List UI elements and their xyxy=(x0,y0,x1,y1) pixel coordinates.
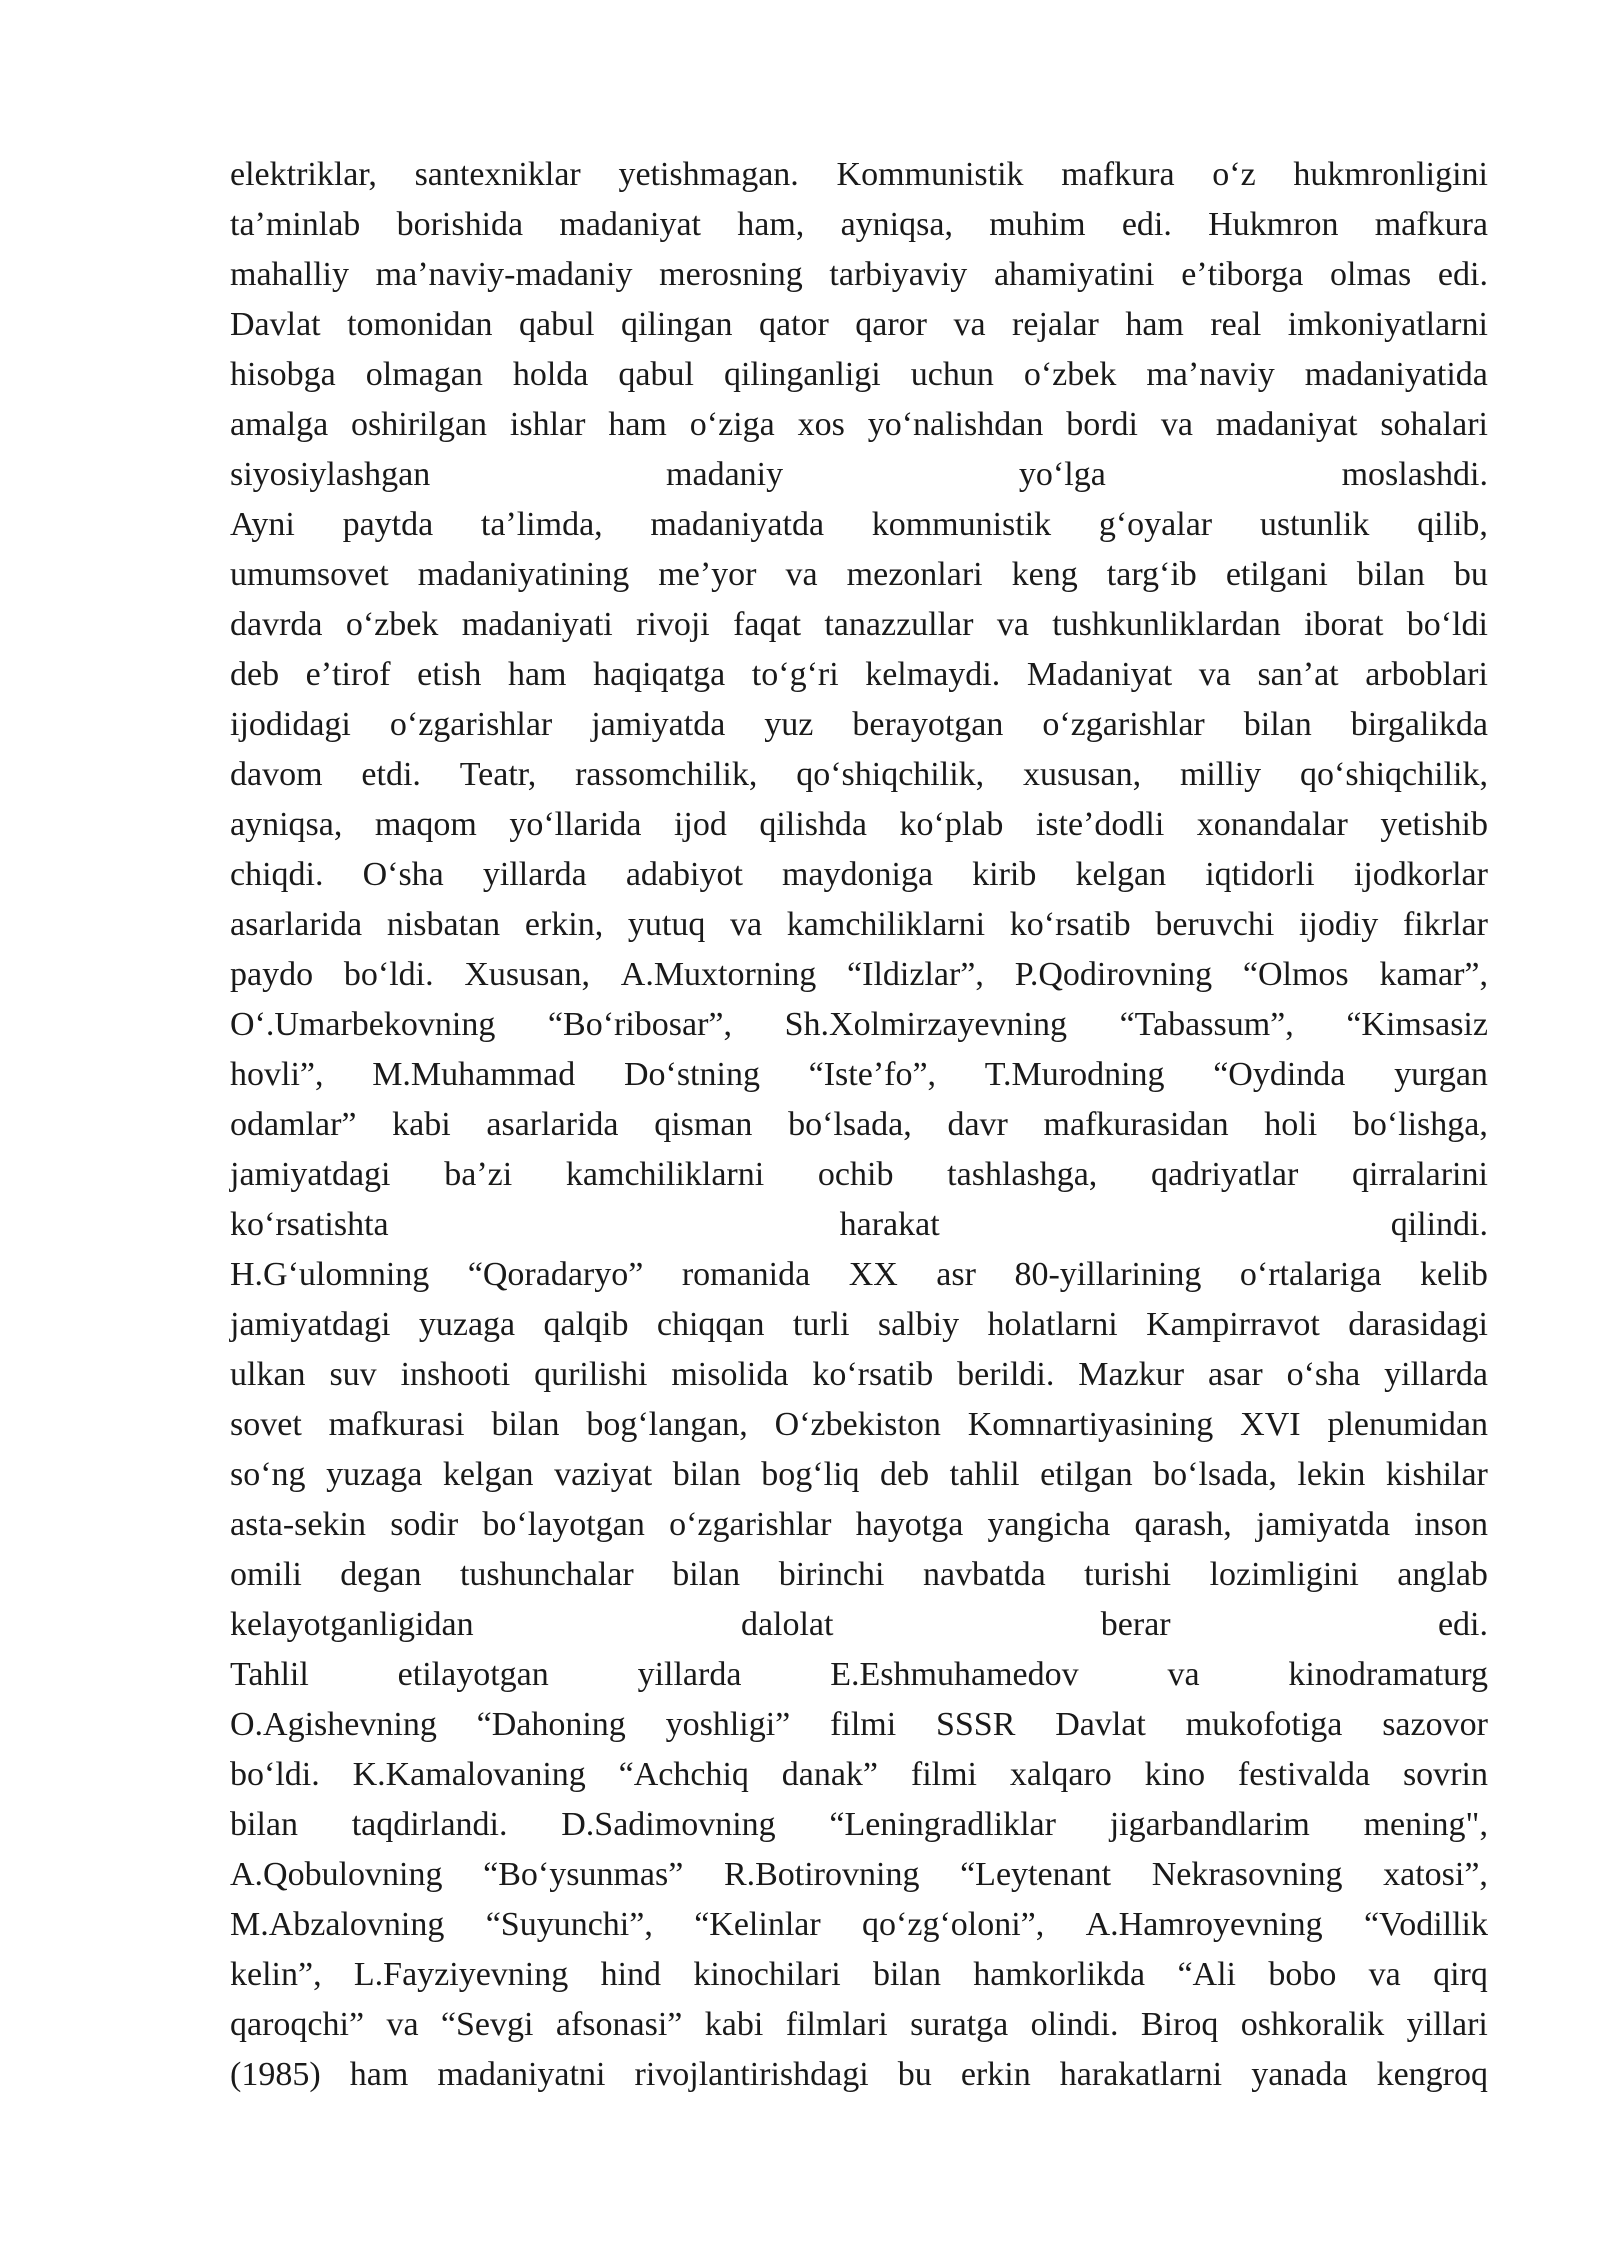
text-line: jamiyatdagi yuzaga qalqib chiqqan turli salbiy holatlarni Kampirravot darasidagi xyxy=(230,1306,1488,1343)
text-line: M.Abzalovning “Suyunchi”, “Kelinlar qoʻzgʻoloni”, A.Hamroyevning “Vodillik xyxy=(230,1906,1488,1943)
text-line: amalga oshirilgan ishlar ham oʻziga xos yoʻnalishdan bordi va madaniyat sohalari xyxy=(230,406,1488,443)
text-line: sovet mafkurasi bilan bogʻlangan, Oʻzbekiston Komnartiyasining XVI plenumidan xyxy=(230,1406,1488,1443)
text-line: siyosiylashgan madaniy yoʻlga moslashdi. xyxy=(230,456,1488,493)
text-line: Davlat tomonidan qabul qilingan qator qaror va rejalar ham real imkoniyatlarni xyxy=(230,306,1488,343)
text-line: Oʻ.Umarbekovning “Boʻribosar”, Sh.Xolmirzayevning “Tabassum”, “Kimsasiz xyxy=(230,1006,1488,1043)
text-line: hovli”, M.Muhammad Doʻstning “Isteʼfo”, T.Murodning “Oydinda yurgan xyxy=(230,1056,1488,1093)
text-line: davrda oʻzbek madaniyati rivoji faqat tanazzullar va tushkunliklardan iborat boʻldi xyxy=(230,606,1488,643)
text-line: ayniqsa, maqom yoʻllarida ijod qilishda koʻplab isteʼdodli xonandalar yetishib xyxy=(230,806,1488,843)
text-line: qaroqchi” va “Sevgi afsonasi” kabi filmlari suratga olindi. Biroq oshkoralik yillari xyxy=(230,2006,1488,2043)
text-line: davom etdi. Teatr, rassomchilik, qoʻshiqchilik, xususan, milliy qoʻshiqchilik, xyxy=(230,756,1488,793)
text-line: chiqdi. Oʻsha yillarda adabiyot maydoniga kirib kelgan iqtidorli ijodkorlar xyxy=(230,856,1488,893)
text-line: asta-sekin sodir boʻlayotgan oʻzgarishlar hayotga yangicha qarash, jamiyatda inson xyxy=(230,1506,1488,1543)
text-line: ijodidagi oʻzgarishlar jamiyatda yuz berayotgan oʻzgarishlar bilan birgalikda xyxy=(230,706,1488,743)
text-line: odamlar” kabi asarlarida qisman boʻlsada, davr mafkurasidan holi boʻlishga, xyxy=(230,1106,1488,1143)
text-line: elektriklar, santexniklar yetishmagan. Kommunistik mafkura oʻz hukmronligini xyxy=(230,156,1488,193)
text-line: deb eʼtirof etish ham haqiqatga toʻgʻri kelmaydi. Madaniyat va sanʼat arboblari xyxy=(230,656,1488,693)
text-line: Ayni paytda taʼlimda, madaniyatda kommunistik gʻoyalar ustunlik qilib, xyxy=(230,506,1488,543)
text-line: kelayotganligidan dalolat berar edi. xyxy=(230,1606,1488,1643)
text-line: ulkan suv inshooti qurilishi misolida koʻrsatib berildi. Mazkur asar oʻsha yillarda xyxy=(230,1356,1488,1393)
text-line: paydo boʻldi. Xususan, A.Muxtorning “Ildizlar”, P.Qodirovning “Olmos kamar”, xyxy=(230,956,1488,993)
text-line: (1985) ham madaniyatni rivojlantirishdagi bu erkin harakatlarni yanada kengroq xyxy=(230,2056,1488,2093)
text-line: Tahlil etilayotgan yillarda E.Eshmuhamedov va kinodramaturg xyxy=(230,1656,1488,1693)
body-text xyxy=(230,150,1488,2100)
text-line: O.Agishevning “Dahoning yoshligi” filmi SSSR Davlat mukofotiga sazovor xyxy=(230,1706,1488,1743)
text-line: kelin”, L.Fayziyevning hind kinochilari bilan hamkorlikda “Ali bobo va qirq xyxy=(230,1956,1488,1993)
text-line: taʼminlab borishida madaniyat ham, ayniqsa, muhim edi. Hukmron mafkura xyxy=(230,206,1488,243)
text-line: umumsovet madaniyatining meʼyor va mezonlari keng targʻib etilgani bilan bu xyxy=(230,556,1488,593)
text-line: bilan taqdirlandi. D.Sadimovning “Leningradliklar jigarbandlarim mening", xyxy=(230,1806,1488,1843)
text-line: A.Qobulovning “Boʻysunmas” R.Botirovning “Leytenant Nekrasovning xatosi”, xyxy=(230,1856,1488,1893)
text-line: asarlarida nisbatan erkin, yutuq va kamchiliklarni koʻrsatib beruvchi ijodiy fikrlar xyxy=(230,906,1488,943)
text-line: boʻldi. K.Kamalovaning “Achchiq danak” filmi xalqaro kino festivalda sovrin xyxy=(230,1756,1488,1793)
text-line: omili degan tushunchalar bilan birinchi navbatda turishi lozimligini anglab xyxy=(230,1556,1488,1593)
text-line: H.Gʻulomning “Qoradaryo” romanida XX asr 80-yillarining oʻrtalariga kelib xyxy=(230,1256,1488,1293)
text-line: soʻng yuzaga kelgan vaziyat bilan bogʻliq deb tahlil etilgan boʻlsada, lekin kishilar xyxy=(230,1456,1488,1493)
text-line: mahalliy maʼnaviy-madaniy merosning tarbiyaviy ahamiyatini eʼtiborga olmas edi. xyxy=(230,256,1488,293)
text-line: koʻrsatishta harakat qilindi. xyxy=(230,1206,1488,1243)
text-line: jamiyatdagi baʼzi kamchiliklarni ochib tashlashga, qadriyatlar qirralarini xyxy=(230,1156,1488,1193)
text-line: hisobga olmagan holda qabul qilinganligi uchun oʻzbek maʼnaviy madaniyatida xyxy=(230,356,1488,393)
